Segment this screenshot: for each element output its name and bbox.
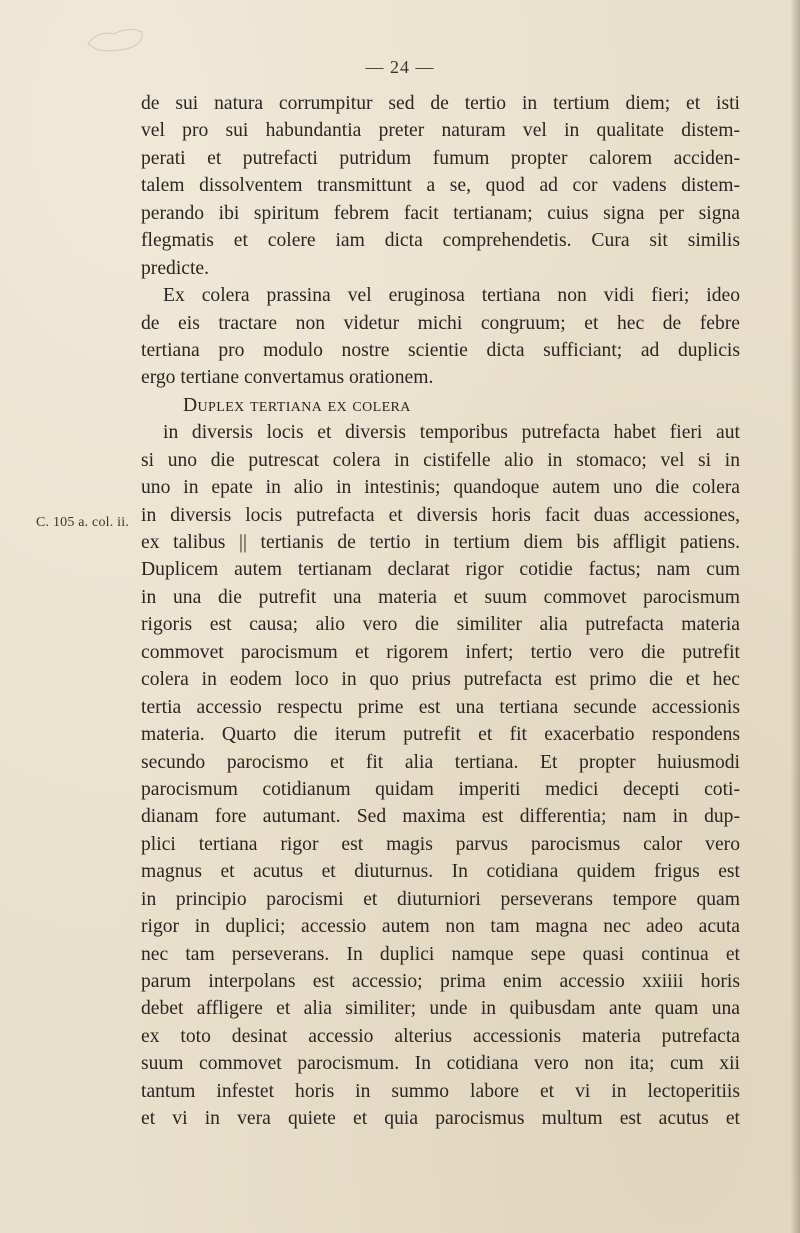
text-line: talem dissolventem transmittunt a se, quod ad cor vadens distem- (141, 175, 740, 197)
text-line: ex talibus || tertianis de tertio in tertium diem bis affligit patiens. (141, 532, 740, 553)
text-line: debet affligere et alia similiter; unde in quibusdam ante quam una (141, 998, 740, 1020)
text-line: predicte. (141, 257, 209, 279)
text-line: nec tam perseverans. In duplici namque sepe quasi continua et (141, 943, 740, 965)
text-line: materia. Quarto die iterum putrefit et fit exacerbatio respondens (141, 724, 740, 746)
text-line: magnus et acutus et diuturnus. In cotidiana quidem frigus est (141, 861, 740, 883)
text-line: dianam fore autumant. Sed maxima est differentia; nam in dup- (141, 806, 740, 828)
text-line: de eis tractare non videtur michi congruum; et hec de febre (141, 312, 740, 334)
text-line: parum interpolans est accessio; prima enim accessio xxiiii horis (141, 971, 740, 992)
text-line: ergo tertiane convertamus orationem. (141, 367, 434, 389)
text-line: et vi in vera quiete et quia parocismus multum est acutus et (141, 1108, 740, 1130)
text-line: commovet parocismum et rigorem infert; tertio vero die putrefit (141, 641, 740, 663)
text-line: Duplicem autem tertianam declarat rigor cotidie factus; nam cum (141, 559, 740, 581)
text-line: in diversis locis et diversis temporibus putrefacta habet fieri aut (163, 422, 740, 444)
text-line: secundo parocismo et fit alia tertiana. Et propter huiusmodi (141, 751, 740, 773)
text-line: in diversis locis putrefacta et diversis horis facit duas accessiones, (141, 504, 740, 526)
text-line: vel pro sui habundantia preter naturam vel in qualitate distem- (141, 120, 740, 142)
text-line: tantum infestet horis in summo labore et vi in lectoperitiis (141, 1080, 740, 1102)
text-line: in una die putrefit una materia et suum commovet parocismum (141, 586, 740, 608)
text-line: ex toto desinat accessio alterius accessionis materia putrefacta (141, 1025, 740, 1047)
text-line: si uno die putrescat colera in cistifelle alio in stomaco; vel si in (141, 449, 740, 471)
text-line: rigor in duplici; accessio autem non tam magna nec adeo acuta (141, 916, 740, 938)
text-line: tertiana pro modulo nostre scientie dicta sufficiant; ad duplicis (141, 339, 740, 361)
text-line: flegmatis et colere iam dicta comprehendetis. Cura sit similis (141, 230, 740, 252)
margin-reference-note: C. 105 a. col. ii. (36, 515, 130, 530)
text-line: plici tertiana rigor est magis parvus parocismus calor vero (141, 833, 740, 855)
page-number: — 24 — (365, 57, 435, 77)
text-line: uno in epate in alio in intestinis; quandoque autem uno die colera (141, 477, 740, 499)
text-line: perando ibi spiritum febrem facit tertianam; cuius signa per signa (141, 202, 740, 224)
text-line: in principio parocismi et diuturniori perseverans tempore quam (141, 888, 740, 910)
text-line: parocismum cotidianum quidam imperiti medici decepti coti- (141, 778, 740, 800)
text-line: Ex colera prassina vel eruginosa tertiana non vidi fieri; ideo (163, 285, 740, 307)
text-line: tertia accessio respectu prime est una tertiana secunde accessionis (141, 696, 740, 718)
text-line: perati et putrefacti putridum fumum propter calorem acciden- (141, 147, 740, 169)
text-line: de sui natura corrumpitur sed de tertio in tertium diem; et isti (141, 93, 740, 114)
text-line: suum commovet parocismum. In cotidiana vero non ita; cum xii (141, 1053, 740, 1075)
section-heading: Duplex tertiana ex colera (183, 394, 411, 416)
text-line: colera in eodem loco in quo prius putrefacta est primo die et hec (141, 669, 740, 691)
body-text (141, 90, 740, 1133)
text-line: rigoris est causa; alio vero die similiter alia putrefacta materia (141, 614, 740, 636)
faded-stamp-mark (84, 24, 148, 54)
